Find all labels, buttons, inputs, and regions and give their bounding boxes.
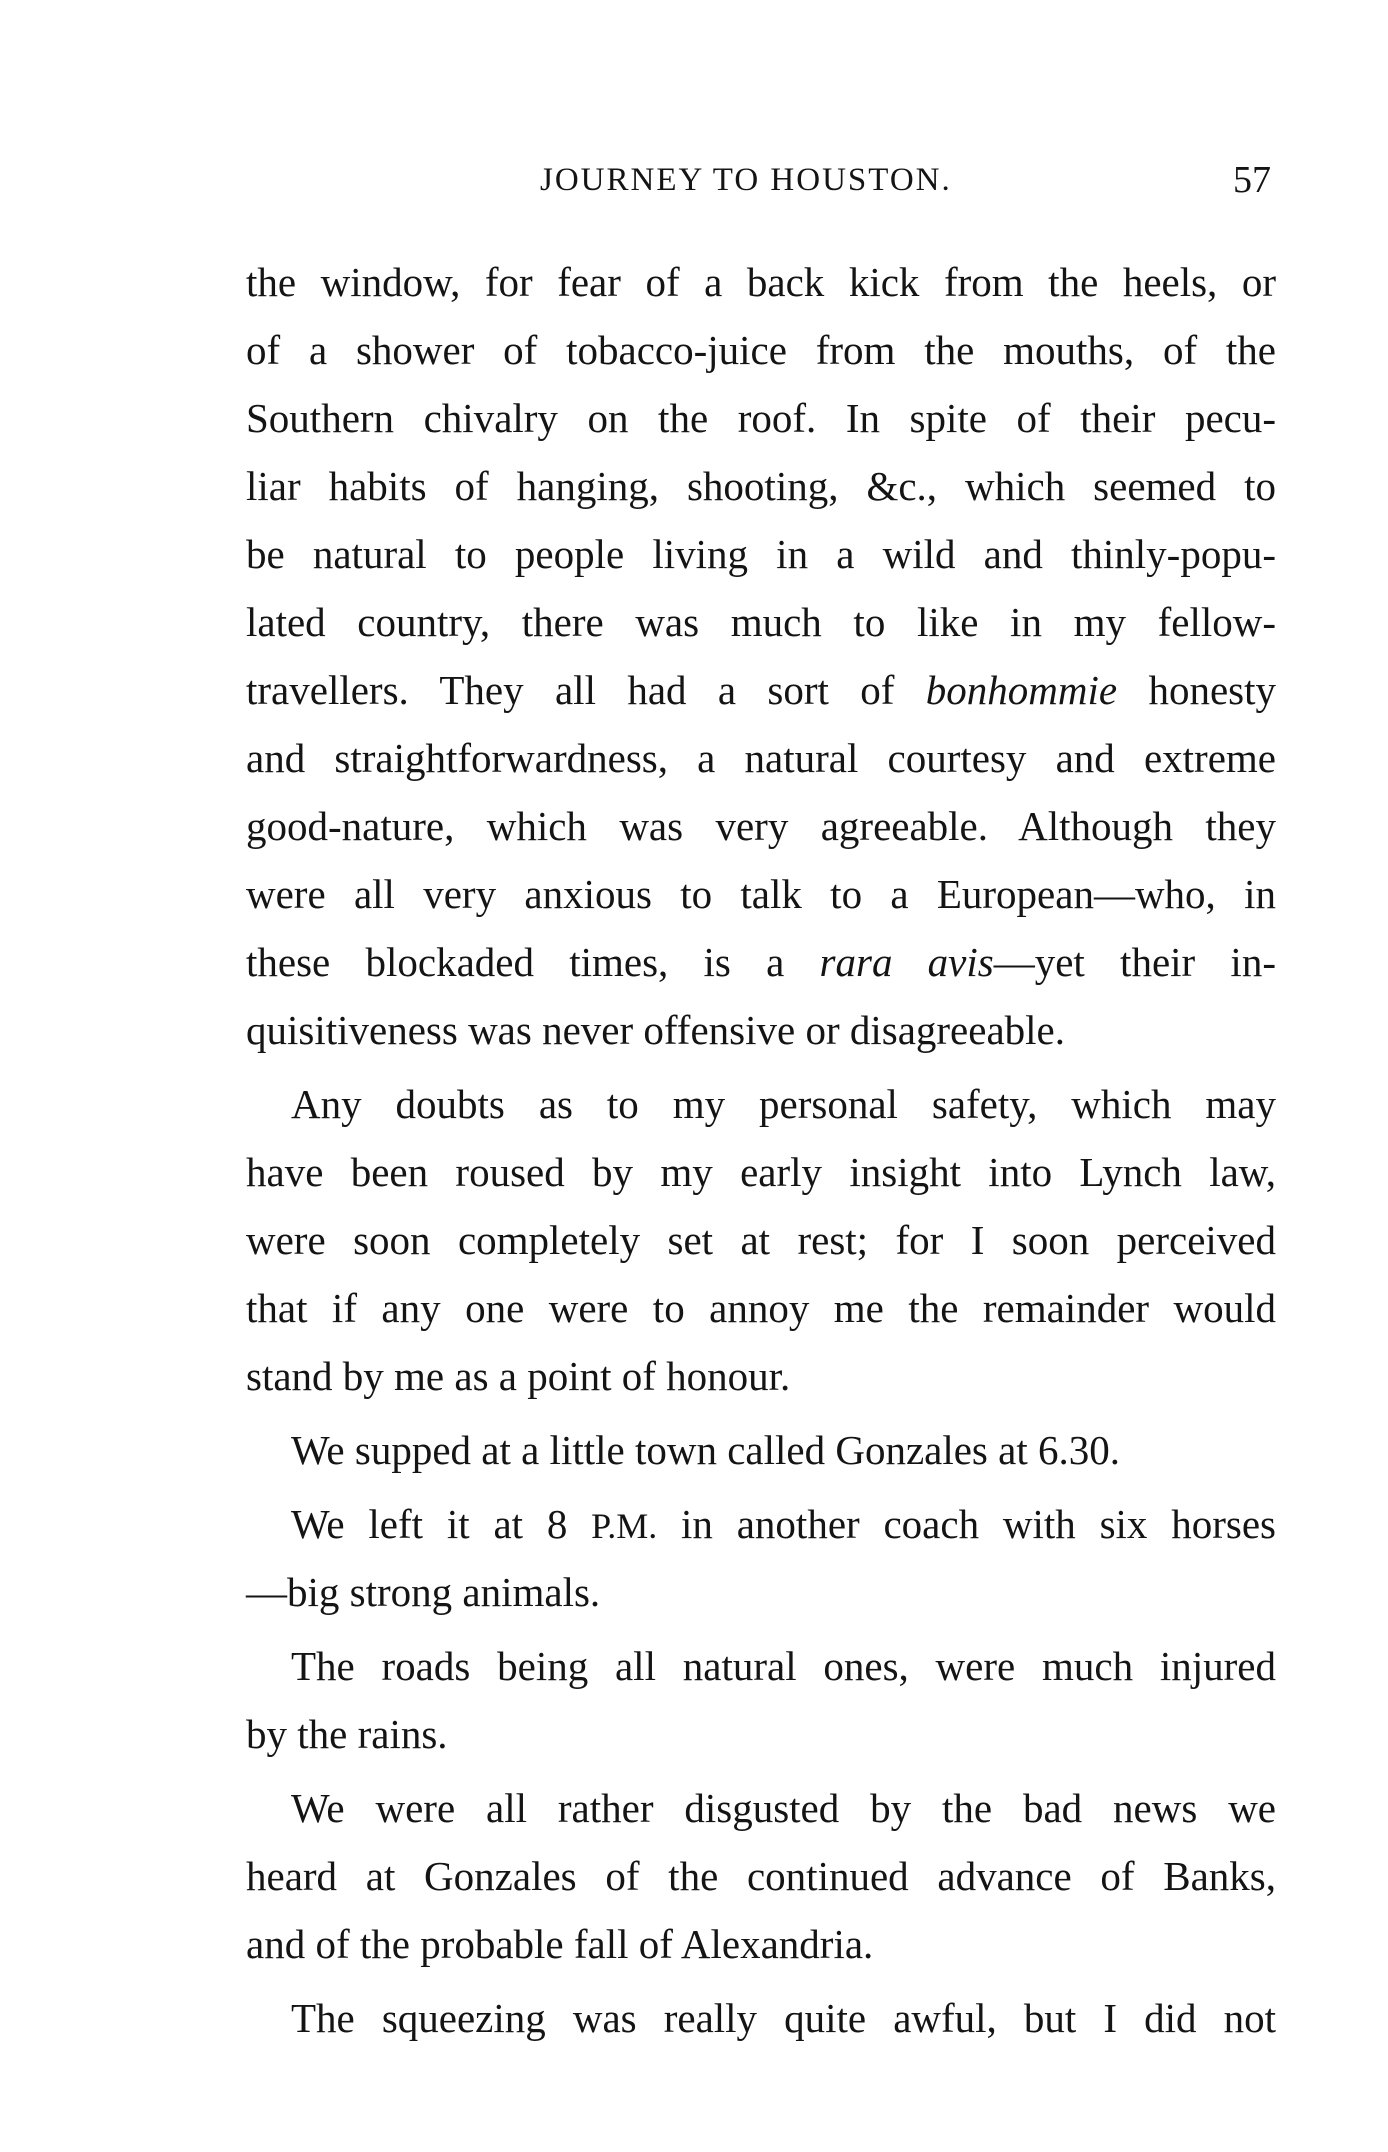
text-line: [246, 1490, 1276, 1558]
text-line: We were all rather disgusted by the bad news we: [291, 1785, 1276, 1831]
page-header: [246, 150, 1271, 210]
text-line: and of the probable fall of Alexandria.: [246, 1921, 874, 1967]
text-line: stand by me as a point of honour.: [246, 1353, 791, 1399]
text-line: [246, 928, 1276, 996]
text-span: We left it at 8: [291, 1501, 592, 1547]
text-line: were all very anxious to talk to a European—who, in: [246, 871, 1276, 917]
text-span: honesty: [1117, 667, 1277, 713]
text-line: lated country, there was much to like in my fellow-: [246, 599, 1276, 645]
text-line: and straightforwardness, a natural courtesy and extreme: [246, 735, 1276, 781]
text-span: in another coach with six horses: [657, 1501, 1276, 1547]
text-line: good-nature, which was very agreeable. Although they: [246, 803, 1276, 849]
text-line: Southern chivalry on the roof. In spite of their pecu-: [246, 395, 1276, 441]
text-line: Any doubts as to my personal safety, which may: [291, 1081, 1276, 1127]
text-line: the window, for fear of a back kick from the heels, or: [246, 259, 1276, 305]
italic-phrase: bonhommie: [925, 667, 1118, 713]
text-line: be natural to people living in a wild and thinly-popu-: [246, 531, 1276, 577]
text-span: these blockaded times, is a: [246, 939, 820, 985]
text-line: The squeezing was really quite awful, but I did not: [291, 1995, 1276, 2041]
text-line: heard at Gonzales of the continued advance of Banks,: [246, 1853, 1276, 1899]
text-line: —big strong animals.: [246, 1569, 601, 1615]
text-line: have been roused by my early insight into Lynch law,: [246, 1149, 1276, 1195]
small-caps-phrase: P.M.: [591, 1506, 658, 1546]
text-span: —yet their in-: [993, 939, 1276, 985]
body-text: [246, 248, 1276, 2052]
text-line: were soon completely set at rest; for I soon perceived: [246, 1217, 1276, 1263]
running-title: JOURNEY TO HOUSTON.: [540, 162, 952, 198]
text-line: [246, 656, 1276, 724]
text-line: We supped at a little town called Gonzales at 6.30.: [291, 1427, 1120, 1473]
text-line: by the rains.: [246, 1711, 448, 1757]
italic-phrase: rara avis: [819, 939, 994, 985]
text-line: liar habits of hanging, shooting, &c., which seemed to: [246, 463, 1276, 509]
text-line: The roads being all natural ones, were much injured: [291, 1643, 1276, 1689]
text-line: that if any one were to annoy me the remainder would: [246, 1285, 1276, 1331]
page-number: 57: [1233, 159, 1271, 201]
text-line: of a shower of tobacco-juice from the mouths, of the: [246, 327, 1276, 373]
text-span: travellers. They all had a sort of: [246, 667, 926, 713]
text-line: quisitiveness was never offensive or disagreeable.: [246, 1007, 1065, 1053]
